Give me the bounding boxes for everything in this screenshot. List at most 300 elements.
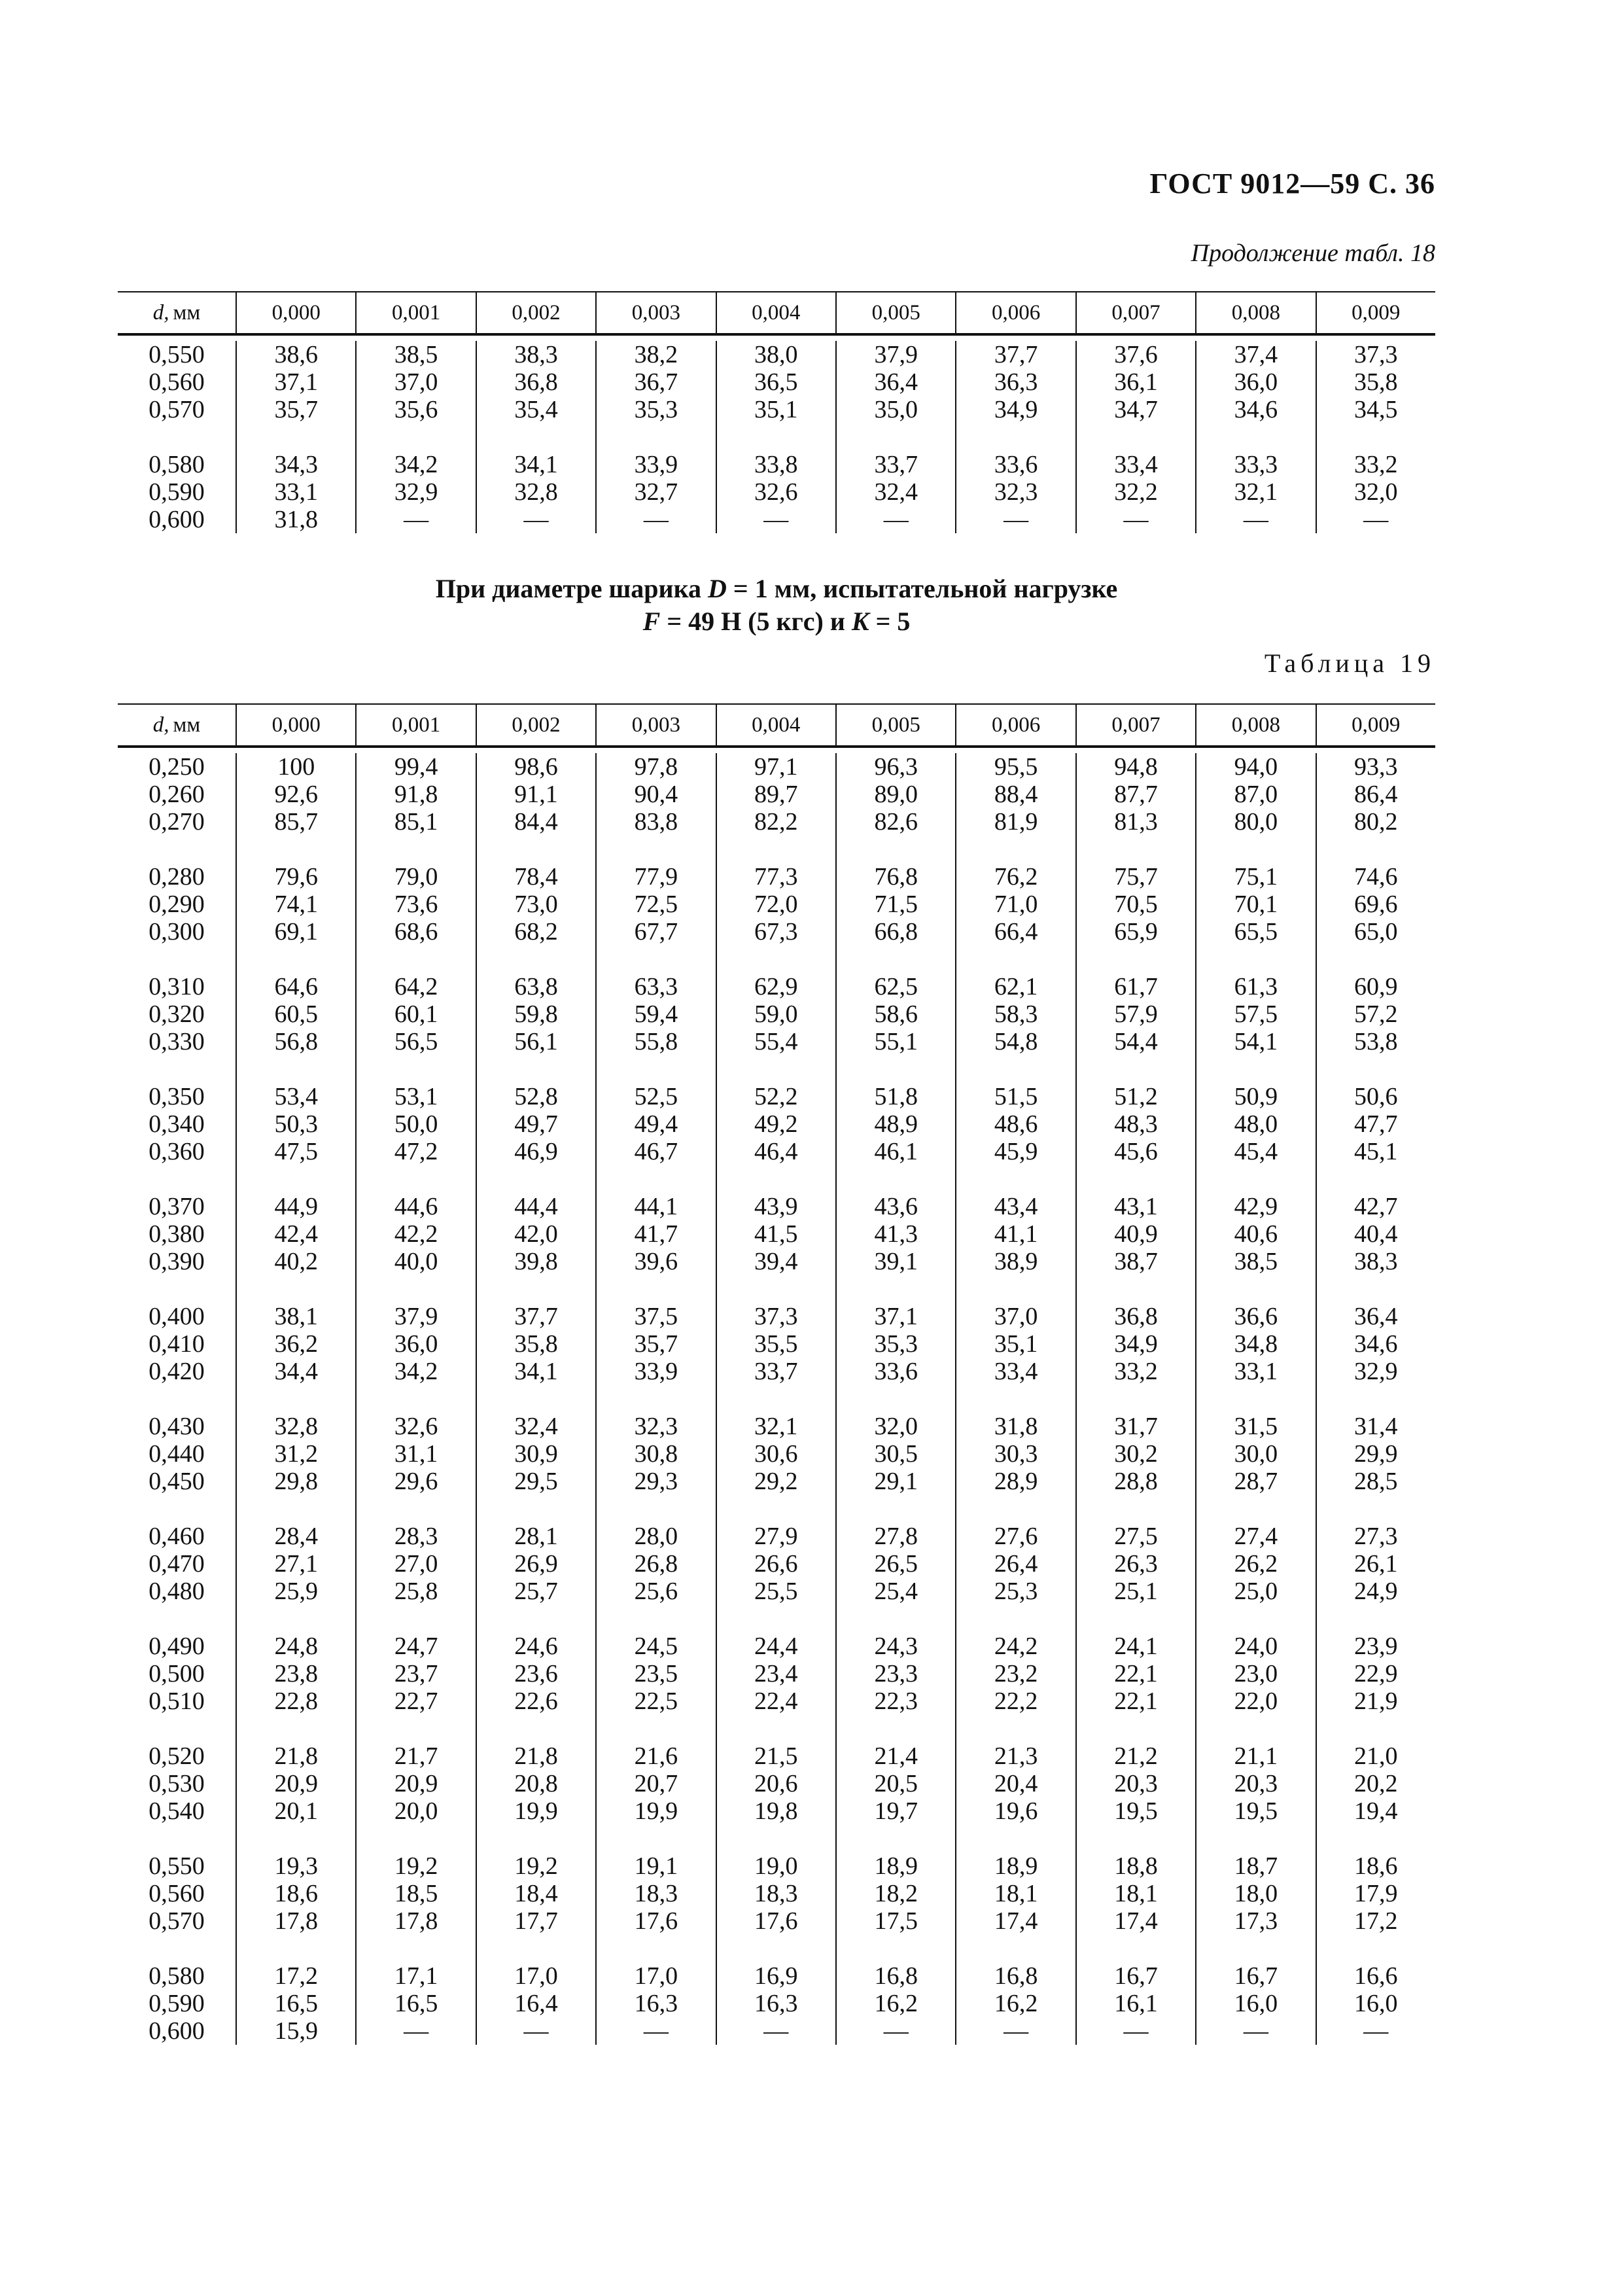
group-spacer (1317, 1825, 1435, 1852)
group-spacer (717, 945, 835, 973)
row-label-cell: 0,390 (148, 1248, 205, 1275)
group-spacer (237, 423, 355, 451)
table-cell: — (1363, 2017, 1389, 2045)
table-cell: 64,2 (394, 973, 438, 1000)
table-cell: 50,0 (394, 1110, 438, 1138)
table-cell: 38,0 (754, 341, 798, 368)
table-cell: 97,8 (634, 753, 678, 781)
group-spacer (357, 945, 475, 973)
table-cell: 18,9 (874, 1852, 918, 1880)
group-spacer (1317, 1495, 1435, 1523)
group-spacer (477, 1495, 595, 1523)
table-cell: 85,1 (394, 808, 438, 836)
table-cell: 88,4 (994, 781, 1038, 808)
table-cell: 94,0 (1234, 753, 1278, 781)
group-spacer (118, 1055, 236, 1083)
table-cell: 17,0 (634, 1962, 678, 1990)
table-18 (118, 291, 1435, 533)
table-cell: 35,5 (754, 1330, 798, 1358)
table-cell: 28,1 (514, 1523, 558, 1550)
table-cell: 66,4 (994, 918, 1038, 945)
table-cell: 33,2 (1354, 451, 1398, 478)
table-cell: 28,0 (634, 1523, 678, 1550)
group-spacer (477, 1715, 595, 1742)
table-cell: 53,1 (394, 1083, 438, 1110)
table-cell: 34,3 (274, 451, 318, 478)
table-cell: 60,5 (274, 1000, 318, 1028)
row-label-cell: 0,550 (148, 1852, 205, 1880)
table-cell: 16,2 (994, 1990, 1038, 2017)
group-spacer (118, 836, 236, 863)
table-cell: 33,9 (634, 1358, 678, 1385)
table-cell: 18,3 (634, 1880, 678, 1907)
row-label-cell: 0,510 (148, 1687, 205, 1715)
group-spacer (717, 1935, 835, 1962)
table-cell: 64,6 (274, 973, 318, 1000)
table-cell: 67,3 (754, 918, 798, 945)
group-spacer (717, 836, 835, 863)
table-cell: 32,6 (754, 478, 798, 506)
table-cell: 19,2 (514, 1852, 558, 1880)
table-cell: — (404, 506, 429, 533)
group-spacer (1317, 1055, 1435, 1083)
table-cell: 27,3 (1354, 1523, 1398, 1550)
table-cell: 36,1 (1114, 368, 1158, 396)
group-spacer (837, 423, 955, 451)
table-cell: 17,8 (394, 1907, 438, 1935)
table-cell: 52,5 (634, 1083, 678, 1110)
header-cell: 0,006 (955, 705, 1075, 745)
table-cell: 67,7 (634, 918, 678, 945)
d-symbol: d, (152, 713, 169, 737)
page-header: ГОСТ 9012—59 С. 36 (1149, 168, 1435, 200)
table-cell: 80,0 (1234, 808, 1278, 836)
table-cell: — (523, 2017, 549, 2045)
header-cell: 0,000 (236, 292, 355, 333)
table-cell: 22,7 (394, 1687, 438, 1715)
table-cell: 27,4 (1234, 1523, 1278, 1550)
table-cell: 33,8 (754, 451, 798, 478)
table-cell: 24,8 (274, 1633, 318, 1660)
table-cell: 19,3 (274, 1852, 318, 1880)
table-cell: 35,7 (274, 396, 318, 423)
table-cell: 35,7 (634, 1330, 678, 1358)
table-cell: 43,9 (754, 1193, 798, 1220)
table-cell: 28,8 (1114, 1468, 1158, 1495)
table-cell: 32,3 (994, 478, 1038, 506)
table-cell: 21,2 (1114, 1742, 1158, 1770)
table-cell: 21,6 (634, 1742, 678, 1770)
table-cell: 25,1 (1114, 1578, 1158, 1605)
group-spacer (956, 1495, 1075, 1523)
d-symbol: d, (152, 300, 169, 325)
group-spacer (837, 1055, 955, 1083)
table-cell: 24,7 (394, 1633, 438, 1660)
table-cell: 76,8 (874, 863, 918, 891)
group-spacer (597, 945, 715, 973)
table-cell: 35,6 (394, 396, 438, 423)
group-spacer (1196, 423, 1315, 451)
table-cell: 86,4 (1354, 781, 1398, 808)
table-cell: 69,6 (1354, 891, 1398, 918)
table-cell: 35,3 (634, 396, 678, 423)
table-cell: 16,0 (1234, 1990, 1278, 2017)
group-spacer (357, 1275, 475, 1303)
table-cell: 60,9 (1354, 973, 1398, 1000)
table-cell: 36,0 (1234, 368, 1278, 396)
row-label-cell: 0,470 (148, 1550, 205, 1578)
table-cell: 23,4 (754, 1660, 798, 1687)
table-cell: 29,5 (514, 1468, 558, 1495)
header-cell-d (118, 292, 236, 333)
table-cell: 55,4 (754, 1028, 798, 1055)
table-cell: 18,4 (514, 1880, 558, 1907)
group-spacer (837, 1385, 955, 1413)
table-cell: 33,2 (1114, 1358, 1158, 1385)
table-cell: 73,6 (394, 891, 438, 918)
group-spacer (956, 1605, 1075, 1633)
group-spacer (357, 1715, 475, 1742)
table-cell: 34,2 (394, 1358, 438, 1385)
table-cell: 38,9 (994, 1248, 1038, 1275)
group-spacer (597, 1825, 715, 1852)
table-cell: 20,0 (394, 1797, 438, 1825)
group-spacer (597, 1275, 715, 1303)
table-cell: 20,6 (754, 1770, 798, 1797)
header-cell: 0,007 (1075, 705, 1195, 745)
table-cell: 22,8 (274, 1687, 318, 1715)
row-label-cell: 0,490 (148, 1633, 205, 1660)
row-label-cell: 0,550 (148, 341, 205, 368)
table-cell: 39,8 (514, 1248, 558, 1275)
row-label-cell: 0,370 (148, 1193, 205, 1220)
group-spacer (717, 1275, 835, 1303)
table-cell: 42,4 (274, 1220, 318, 1248)
table-cell: 38,5 (1234, 1248, 1278, 1275)
group-spacer (477, 1165, 595, 1193)
group-spacer (837, 1165, 955, 1193)
table-cell: 19,9 (514, 1797, 558, 1825)
caption-text: = 1 мм, испытательной нагрузке (726, 574, 1118, 603)
table-cell: 37,3 (1354, 341, 1398, 368)
table-cell: 47,7 (1354, 1110, 1398, 1138)
row-label-cell: 0,330 (148, 1028, 205, 1055)
table-cell: 36,5 (754, 368, 798, 396)
row-label-cell: 0,420 (148, 1358, 205, 1385)
table-cell: 20,4 (994, 1770, 1038, 1797)
table-cell: 23,7 (394, 1660, 438, 1687)
table-cell: 18,5 (394, 1880, 438, 1907)
table-cell: 17,0 (514, 1962, 558, 1990)
table-cell: 33,6 (874, 1358, 918, 1385)
group-spacer (1317, 836, 1435, 863)
table-cell: 100 (277, 753, 315, 781)
table-cell: 62,9 (754, 973, 798, 1000)
table-cell: 21,5 (754, 1742, 798, 1770)
table-cell: 24,1 (1114, 1633, 1158, 1660)
row-label-cell: 0,520 (148, 1742, 205, 1770)
table-cell: — (1123, 2017, 1149, 2045)
group-spacer (1077, 1055, 1195, 1083)
table-cell: 45,6 (1114, 1138, 1158, 1165)
table-cell: 36,0 (394, 1330, 438, 1358)
table-cell: 40,0 (394, 1248, 438, 1275)
table-cell: 94,8 (1114, 753, 1158, 781)
row-label-cell: 0,280 (148, 863, 205, 891)
table-cell: 29,9 (1354, 1440, 1398, 1468)
group-spacer (597, 1165, 715, 1193)
table-cell: 37,0 (994, 1303, 1038, 1330)
table-cell: 38,5 (394, 341, 438, 368)
table-cell: 18,3 (754, 1880, 798, 1907)
table-cell: 17,4 (994, 1907, 1038, 1935)
header-cell: 0,000 (236, 705, 355, 745)
table-cell: 73,0 (514, 891, 558, 918)
caption-var-k: K (851, 607, 869, 636)
table-cell: 37,1 (274, 368, 318, 396)
table-cell: 79,0 (394, 863, 438, 891)
group-spacer (237, 1055, 355, 1083)
group-spacer (837, 836, 955, 863)
group-spacer (956, 1275, 1075, 1303)
table-cell: 49,2 (754, 1110, 798, 1138)
table-cell: 62,5 (874, 973, 918, 1000)
table-cell: 23,9 (1354, 1633, 1398, 1660)
table-cell: 87,0 (1234, 781, 1278, 808)
group-spacer (118, 1605, 236, 1633)
table-cell: 23,2 (994, 1660, 1038, 1687)
table-cell: 50,9 (1234, 1083, 1278, 1110)
table-cell: 17,2 (1354, 1907, 1398, 1935)
table-cell: 37,9 (394, 1303, 438, 1330)
table-cell: 55,8 (634, 1028, 678, 1055)
table-cell: 74,1 (274, 891, 318, 918)
table-cell: 22,2 (994, 1687, 1038, 1715)
table-cell: 44,9 (274, 1193, 318, 1220)
table-cell: 40,2 (274, 1248, 318, 1275)
table-cell: 21,3 (994, 1742, 1038, 1770)
table-cell: 26,8 (634, 1550, 678, 1578)
table-cell: 35,0 (874, 396, 918, 423)
group-spacer (1196, 945, 1315, 973)
table-cell: 43,6 (874, 1193, 918, 1220)
table-cell: 16,8 (994, 1962, 1038, 1990)
table-cell: 37,7 (994, 341, 1038, 368)
table-header (118, 703, 1435, 748)
table-cell: 33,7 (754, 1358, 798, 1385)
group-spacer (1196, 1165, 1315, 1193)
table-cell: 28,5 (1354, 1468, 1398, 1495)
row-label-cell: 0,310 (148, 973, 205, 1000)
table-cell: 37,5 (634, 1303, 678, 1330)
table-cell: 20,7 (634, 1770, 678, 1797)
table-cell: — (1003, 2017, 1029, 2045)
group-spacer (237, 1495, 355, 1523)
table-cell: 21,7 (394, 1742, 438, 1770)
table-cell: 23,8 (274, 1660, 318, 1687)
column-d (118, 753, 236, 2045)
table-cell: 22,6 (514, 1687, 558, 1715)
table-cell: 79,6 (274, 863, 318, 891)
group-spacer (118, 423, 236, 451)
group-spacer (597, 423, 715, 451)
table-cell: 33,1 (274, 478, 318, 506)
table-cell: 20,1 (274, 1797, 318, 1825)
row-label-cell: 0,500 (148, 1660, 205, 1687)
column-values (355, 753, 475, 2045)
table-cell: 91,1 (514, 781, 558, 808)
table-cell: 48,9 (874, 1110, 918, 1138)
column-values (1195, 341, 1315, 533)
table-cell: 29,2 (754, 1468, 798, 1495)
group-spacer (118, 1495, 236, 1523)
table-cell: 19,1 (634, 1852, 678, 1880)
table-cell: 54,1 (1234, 1028, 1278, 1055)
table-cell: 99,4 (394, 753, 438, 781)
group-spacer (1317, 1715, 1435, 1742)
table-cell: 81,9 (994, 808, 1038, 836)
group-spacer (1317, 423, 1435, 451)
table-cell: 29,6 (394, 1468, 438, 1495)
header-cell: 0,009 (1316, 292, 1435, 333)
table-cell: 32,4 (514, 1413, 558, 1440)
table-19-caption (118, 573, 1435, 638)
table-cell: 29,1 (874, 1468, 918, 1495)
column-values (955, 341, 1075, 533)
table-cell: 22,9 (1354, 1660, 1398, 1687)
group-spacer (597, 1385, 715, 1413)
table-cell: 38,7 (1114, 1248, 1158, 1275)
table-cell: 23,6 (514, 1660, 558, 1687)
table-cell: — (763, 2017, 789, 2045)
table-cell: 44,1 (634, 1193, 678, 1220)
group-spacer (717, 1825, 835, 1852)
group-spacer (357, 836, 475, 863)
table-cell: 33,7 (874, 451, 918, 478)
table-cell: — (1003, 506, 1029, 533)
table-cell: 31,2 (274, 1440, 318, 1468)
header-cell: 0,005 (835, 292, 955, 333)
table-cell: 25,0 (1234, 1578, 1278, 1605)
table-cell: 25,6 (634, 1578, 678, 1605)
table-cell: 16,7 (1234, 1962, 1278, 1990)
table-cell: 57,5 (1234, 1000, 1278, 1028)
table-cell: 19,0 (754, 1852, 798, 1880)
table-cell: 36,8 (1114, 1303, 1158, 1330)
row-label-cell: 0,290 (148, 891, 205, 918)
group-spacer (357, 1055, 475, 1083)
group-spacer (717, 423, 835, 451)
table-cell: 24,2 (994, 1633, 1038, 1660)
table-cell: 24,9 (1354, 1578, 1398, 1605)
group-spacer (237, 1825, 355, 1852)
table-cell: 74,6 (1354, 863, 1398, 891)
table-cell: 36,2 (274, 1330, 318, 1358)
row-label-cell: 0,570 (148, 396, 205, 423)
table-cell: 25,9 (274, 1578, 318, 1605)
group-spacer (597, 1495, 715, 1523)
table-cell: 22,4 (754, 1687, 798, 1715)
table-cell: 37,6 (1114, 341, 1158, 368)
group-spacer (837, 1495, 955, 1523)
table-cell: 16,5 (394, 1990, 438, 2017)
row-label-cell: 0,600 (148, 2017, 205, 2045)
table-cell: 66,8 (874, 918, 918, 945)
table-cell: 38,1 (274, 1303, 318, 1330)
table-cell: 17,9 (1354, 1880, 1398, 1907)
table-cell: 81,3 (1114, 808, 1158, 836)
group-spacer (477, 836, 595, 863)
table-cell: 48,3 (1114, 1110, 1158, 1138)
row-label-cell: 0,430 (148, 1413, 205, 1440)
table-19-label: Таблица 19 (1264, 648, 1435, 678)
table-cell: 34,8 (1234, 1330, 1278, 1358)
group-spacer (956, 836, 1075, 863)
group-spacer (477, 423, 595, 451)
table-cell: 16,1 (1114, 1990, 1158, 2017)
table-cell: 59,8 (514, 1000, 558, 1028)
table-cell: 37,4 (1234, 341, 1278, 368)
group-spacer (357, 423, 475, 451)
table-cell: 35,4 (514, 396, 558, 423)
table-cell: 89,0 (874, 781, 918, 808)
table-cell: 57,2 (1354, 1000, 1398, 1028)
row-label-cell: 0,340 (148, 1110, 205, 1138)
table-cell: 38,3 (1354, 1248, 1398, 1275)
table-cell: 25,3 (994, 1578, 1038, 1605)
table-cell: 16,2 (874, 1990, 918, 2017)
group-spacer (477, 1385, 595, 1413)
table-cell: 89,7 (754, 781, 798, 808)
table-cell: 46,9 (514, 1138, 558, 1165)
table-cell: 42,0 (514, 1220, 558, 1248)
table-cell: 30,9 (514, 1440, 558, 1468)
table-cell: 20,9 (274, 1770, 318, 1797)
table-cell: 27,1 (274, 1550, 318, 1578)
table-cell: 48,0 (1234, 1110, 1278, 1138)
column-d (118, 341, 236, 533)
table-cell: 29,3 (634, 1468, 678, 1495)
table-cell: 17,6 (754, 1907, 798, 1935)
table-cell: 31,4 (1354, 1413, 1398, 1440)
table-cell: 16,7 (1114, 1962, 1158, 1990)
table-cell: 41,3 (874, 1220, 918, 1248)
group-spacer (1196, 1935, 1315, 1962)
table-cell: 36,8 (514, 368, 558, 396)
group-spacer (237, 1165, 355, 1193)
group-spacer (1317, 1605, 1435, 1633)
table-cell: 21,9 (1354, 1687, 1398, 1715)
table-cell: 31,5 (1234, 1413, 1278, 1440)
table-cell: 34,6 (1354, 1330, 1398, 1358)
header-cell: 0,005 (835, 705, 955, 745)
group-spacer (477, 1055, 595, 1083)
table-cell: — (643, 506, 669, 533)
table-cell: 18,6 (1354, 1852, 1398, 1880)
table-cell: 98,6 (514, 753, 558, 781)
row-label-cell: 0,380 (148, 1220, 205, 1248)
table-cell: 51,2 (1114, 1083, 1158, 1110)
table-cell: 46,4 (754, 1138, 798, 1165)
table-cell: 36,4 (1354, 1303, 1398, 1330)
group-spacer (1196, 1275, 1315, 1303)
table-cell: 68,2 (514, 918, 558, 945)
table-cell: 32,8 (274, 1413, 318, 1440)
table-cell: 17,1 (394, 1962, 438, 1990)
table-cell: — (1123, 506, 1149, 533)
group-spacer (357, 1495, 475, 1523)
table-cell: 17,4 (1114, 1907, 1158, 1935)
